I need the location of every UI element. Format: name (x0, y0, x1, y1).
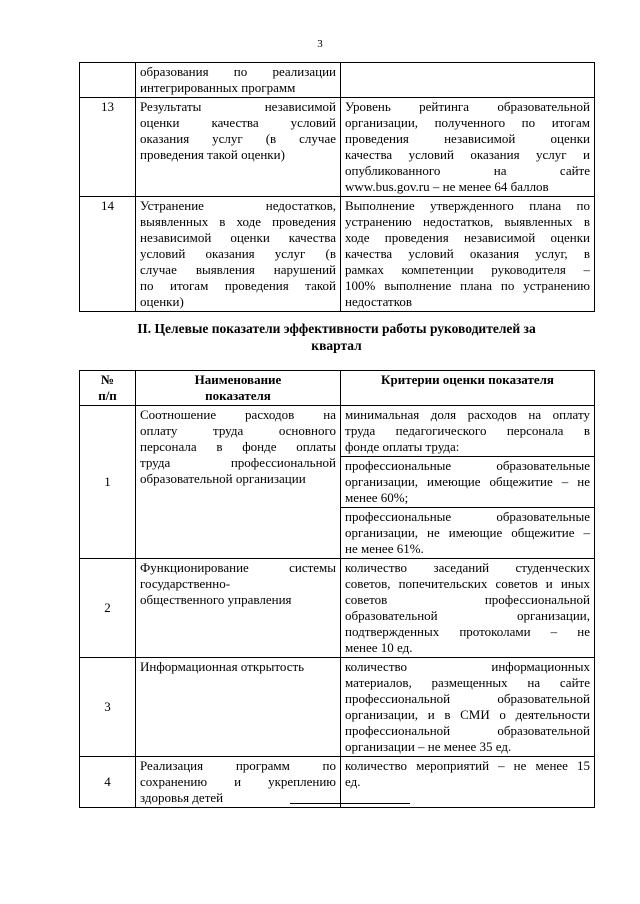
table-row (80, 757, 595, 808)
criteria-part: профессиональные образовательные организации, не имеющие общежитие – не менее 61%. (345, 509, 590, 556)
indicator-criteria: Выполнение утвержденного плана по устранению недостатков, выявленных в ходе проведения независимой оценки качества условий оказания услуг, в рамках компетенции руководителя – 100% выполнение плана по устранению недостатков (341, 197, 595, 312)
continuation-table (79, 62, 595, 312)
row-number (80, 63, 136, 98)
table-header-row (80, 371, 595, 406)
indicator-criteria (341, 406, 595, 559)
indicator-criteria: количество заседаний студенческих советов, попечительских советов и иных советов профессиональной образовательной организации, подтвержденных протоколами – не менее 10 ед. (341, 559, 595, 658)
criteria-part: профессиональные образовательные организации, имеющие общежитие – не менее 60%; (341, 457, 594, 508)
table-row (80, 658, 595, 757)
row-number: 13 (80, 98, 136, 197)
indicator-name: Реализация программ по сохранению и укреплению здоровья детей (136, 757, 341, 808)
table-row (80, 197, 595, 312)
indicator-name: Результаты независимой оценки качества условий оказания услуг (в случае проведения такой оценки) (136, 98, 341, 197)
indicator-name: Информационная открытость (136, 658, 341, 757)
table-row (80, 63, 595, 98)
row-number: 3 (80, 658, 136, 757)
indicator-criteria (341, 63, 595, 98)
indicator-criteria: количество мероприятий – не менее 15 ед. (341, 757, 595, 808)
indicator-criteria: Уровень рейтинга образовательной организации, полученного по итогам проведения независимой оценки качества условий оказания услуг и опубликованного на сайте www.bus.gov.ru – не менее 64 баллов (341, 98, 595, 197)
page-number: 3 (317, 38, 323, 50)
table-row (80, 406, 595, 559)
row-number: 1 (80, 406, 136, 559)
indicator-name: Функционирование системы государственно- общественного управления (136, 559, 341, 658)
header-name: Наименование показателя (136, 371, 341, 406)
section-title: II. Целевые показатели эффективности работы руководителей за квартал (137, 321, 536, 353)
indicator-name: Устранение недостатков, выявленных в ходе проведения независимой оценки качества условий оказания услуг (в случае выявления нарушений по итогам проведения такой оценки) (136, 197, 341, 312)
row-number: 4 (80, 757, 136, 808)
header-criteria: Критерии оценки показателя (341, 371, 595, 406)
criteria-part: минимальная доля расходов на оплату труда педагогического персонала в фонде оплаты труда: (341, 406, 594, 457)
table-row (80, 559, 595, 658)
header-number: № п/п (80, 371, 136, 406)
table-row (80, 98, 595, 197)
row-number: 2 (80, 559, 136, 658)
footer-rule (290, 803, 410, 804)
indicator-name: образования по реализации интегрированных программ (136, 63, 341, 98)
indicator-name: Соотношение расходов на оплату труда основного персонала в фонде оплаты труда профессиональной образовательной организации (136, 406, 341, 559)
indicator-criteria: количество информационных материалов, размещенных на сайте профессиональной образовательной организации, и в СМИ о деятельности профессиональной образовательной организации – не менее 35 ед. (341, 658, 595, 757)
indicators-table (79, 370, 595, 808)
row-number: 14 (80, 197, 136, 312)
